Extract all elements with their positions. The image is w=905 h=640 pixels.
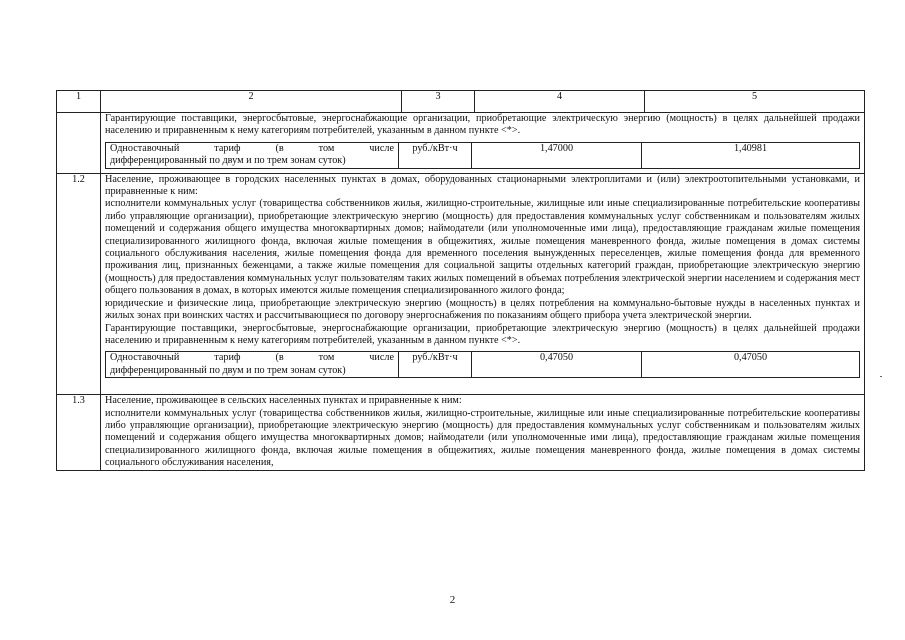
table-row: [57, 173, 865, 395]
tariff-row: [106, 352, 860, 378]
tariff-value-col4: 1,47000: [472, 142, 642, 168]
table-row: [57, 113, 865, 174]
header-col-5: 5: [645, 91, 865, 113]
paragraph: исполнители коммунальных услуг (товарищества собственников жилья, жилищно-строительные, жилищные или иные специализированные потребительские кооперативы либо управляющие организации), приобретающие электрическую энергию (мощность) для предоставления коммунальных услуг собственникам и пользователям жилых помещений и содержания общего имущества многоквартирных домов; наймодатели (или уполномоченные ими лица), предоставляющие гражданам жилые помещения специализированного жилищного фонда, включая жилые помещения в общежитиях, жилые помещения маневренного фонда, жилые помещения в домах системы социального обслуживания населения, жилые помещения фонда для временного поселения вынужденных переселенцев, жилые помещения фонда для временного проживания лиц, признанных беженцами, а также жилые помещения для социальной защиты отдельных категорий граждан, приобретающие электрическую энергию (мощность) для предоставления коммунальных услуг пользователям таких жилых помещений в объемах потребления электрической энергии населением и содержания мест общего пользования в домах, в которых имеются жилые помещения специализированного жилого фонда;: [105, 198, 860, 297]
tariff-unit: руб./кВт·ч: [399, 352, 472, 378]
paragraph: Гарантирующие поставщики, энергосбытовые, энергоснабжающие организации, приобретающие электрическую энергию (мощность) в целях дальнейшей продажи населению и приравненным к нему категориям потребителей, указанным в данном пункте <*>.: [105, 113, 860, 137]
paragraph: Гарантирующие поставщики, энергосбытовые, энергоснабжающие организации, приобретающие электрическую энергию (мощность) в целях дальнейшей продажи населению и приравненным к нему категориям потребителей, указанным в данном пункте <*>.: [105, 322, 860, 346]
tariff-subtable: [105, 142, 860, 169]
paragraph: Население, проживающее в городских населенных пунктах в домах, оборудованных стационарными электроплитами и (или) электроотопительными установками, и приравненные к ним:: [105, 173, 860, 198]
tariff-label: Одноставочный тариф (в том числе дифференцированный по двум и по трем зонам суток): [106, 352, 399, 378]
row-number-cell: 1.2: [57, 173, 101, 395]
scan-speck: [880, 376, 882, 377]
tariff-subtable: [105, 351, 860, 378]
tariff-label: Одноставочный тариф (в том числе дифференцированный по двум и по трем зонам суток): [106, 142, 399, 168]
tariff-value-col4: 0,47050: [472, 352, 642, 378]
tariff-value-col5: 1,40981: [642, 142, 860, 168]
header-col-4: 4: [475, 91, 645, 113]
page-number: 2: [449, 594, 456, 606]
header-col-2: 2: [101, 91, 402, 113]
paragraph: юридические и физические лица, приобретающие электрическую энергию (мощность) в целях потребления на коммунально-бытовые нужды в населенных пунктах и жилых зонах при воинских частях и рассчитывающиеся по договору энергоснабжения по показаниям общего прибора учета электрической энергии.: [105, 297, 860, 322]
row-content-cell: [101, 113, 865, 174]
tariff-value-col5: 0,47050: [642, 352, 860, 378]
row-content-cell: [101, 395, 865, 470]
paragraph: исполнители коммунальных услуг (товарищества собственников жилья, жилищно-строительные, жилищные или иные специализированные потребительские кооперативы либо управляющие организации), приобретающие электрическую энергию (мощность) для предоставления коммунальных услуг собственникам и пользователям жилых помещений и содержания общего имущества многоквартирных домов; наймодатели (или уполномоченные ими лица), предоставляющие гражданам жилые помещения специализированного жилищного фонда, включая жилые помещения в общежитиях, жилые помещения маневренного фонда, жилые помещения в домах системы социального обслуживания населения,: [105, 407, 860, 469]
header-col-1: 1: [57, 91, 101, 113]
tariff-row: [106, 142, 860, 168]
header-col-3: 3: [402, 91, 475, 113]
tariff-table: [56, 90, 865, 471]
row-content-cell: [101, 173, 865, 395]
table-row: [57, 395, 865, 470]
row-number-cell: 1.3: [57, 395, 101, 470]
table-header-row: [57, 91, 865, 113]
row-number-cell: [57, 113, 101, 174]
tariff-unit: руб./кВт·ч: [399, 142, 472, 168]
paragraph: Население, проживающее в сельских населенных пунктах и приравненные к ним:: [105, 395, 462, 407]
